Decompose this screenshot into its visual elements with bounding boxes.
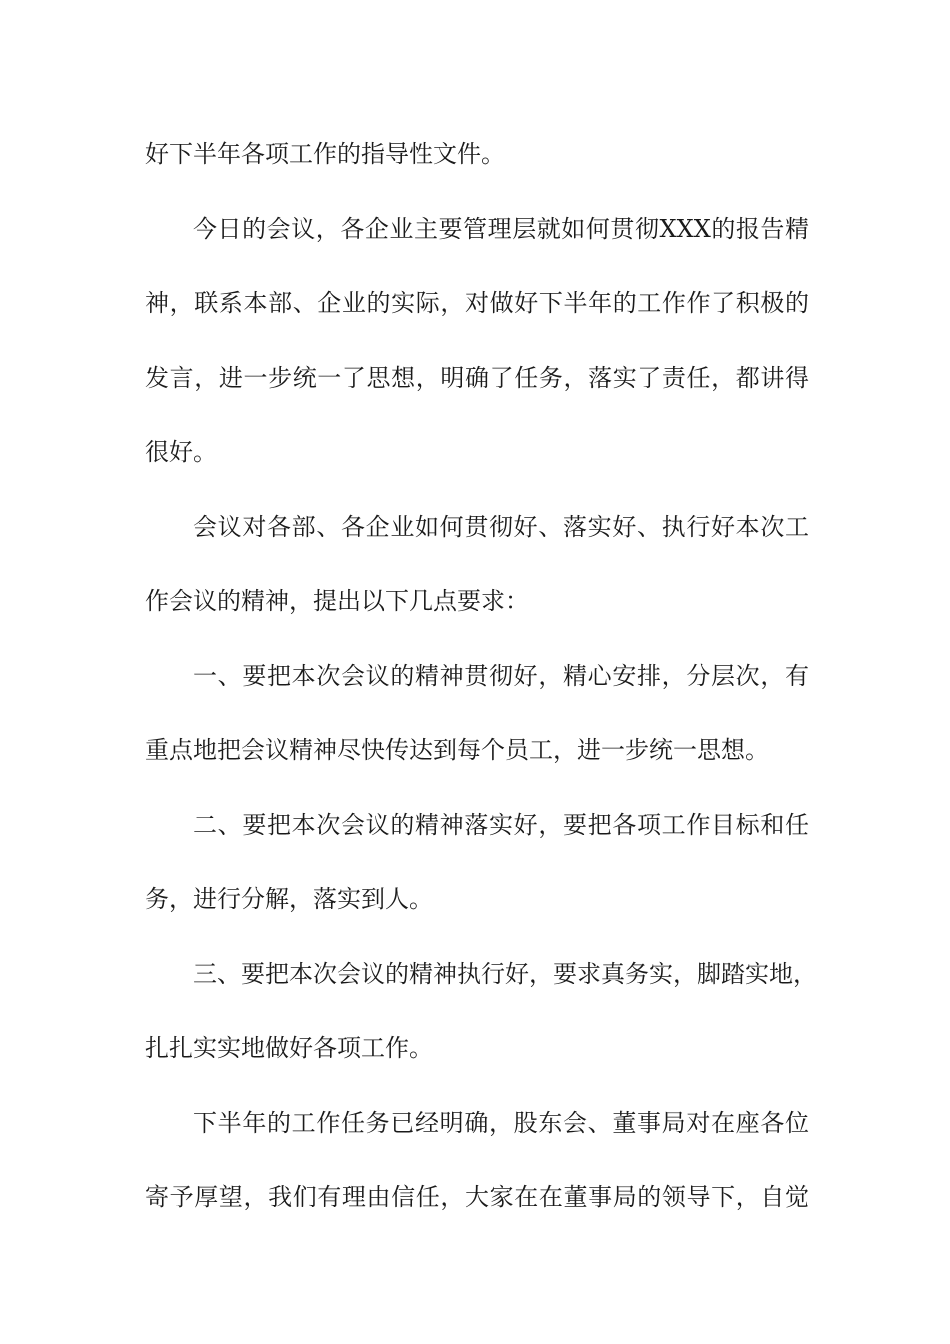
text-line: 下半年的工作任务已经明确，股东会、董事局对在座各位 (193, 1108, 809, 1137)
text-line: 重点地把会议精神尽快传达到每个员工，进一步统一思想。 (145, 736, 769, 764)
text-line: 务，进行分解，落实到人。 (145, 885, 433, 913)
text-line: 寄予厚望，我们有理由信任，大家在在董事局的领导下，自觉 (145, 1183, 809, 1211)
text-line: 发言，进一步统一了思想，明确了任务，落实了责任，都讲得 (145, 363, 809, 392)
text-line: 神，联系本部、企业的实际，对做好下半年的工作作了积极的 (145, 289, 809, 317)
text-line: 二、要把本次会议的精神落实好，要把各项工作目标和任 (193, 810, 809, 839)
document-body (145, 127, 817, 1245)
text-line: 今日的会议，各企业主要管理层就如何贯彻XXX的报告精 (193, 214, 809, 243)
text-line: 很好。 (145, 438, 217, 466)
text-line: 一、要把本次会议的精神贯彻好，精心安排，分层次，有 (193, 661, 809, 690)
text-line: 扎扎实实地做好各项工作。 (145, 1034, 433, 1062)
text-line: 三、要把本次会议的精神执行好，要求真务实，脚踏实地， (193, 959, 817, 988)
text-line: 好下半年各项工作的指导性文件。 (145, 140, 505, 168)
text-line: 作会议的精神，提出以下几点要求： (145, 587, 529, 615)
text-line: 会议对各部、各企业如何贯彻好、落实好、执行好本次工 (193, 512, 809, 541)
